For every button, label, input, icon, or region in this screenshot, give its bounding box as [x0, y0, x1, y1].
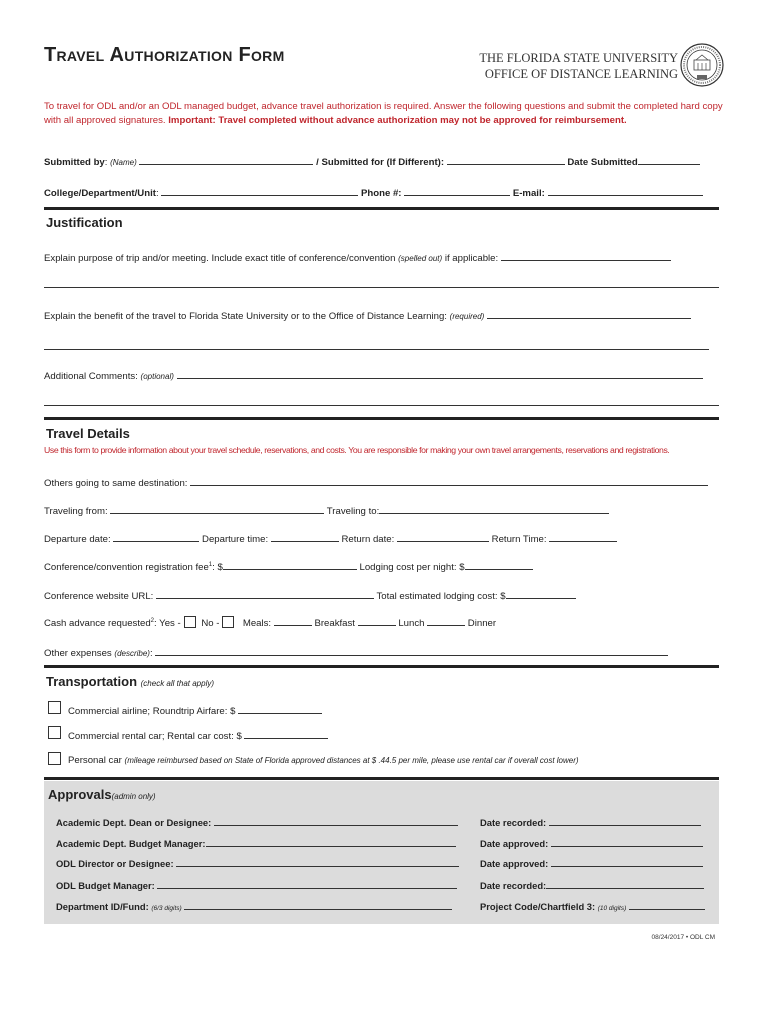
registration-fee-suffix: : $ [212, 562, 223, 573]
date-approved-row-1 [480, 837, 703, 849]
page-title: Travel Authorization Form [44, 44, 285, 66]
approvals-heading [48, 787, 156, 802]
date-recorded-field-2[interactable] [546, 879, 704, 889]
travel-details-subtitle: Use this form to provide information about your travel schedule, reservations, and costs. You are responsible for making your own travel arrangements, reservations and registrations. [44, 445, 670, 455]
date-submitted-field[interactable] [638, 155, 700, 165]
transportation-title: Transportation [46, 674, 138, 689]
dept-id-hint: (6/3 digits) [151, 905, 182, 912]
registration-fee-field[interactable] [223, 560, 357, 570]
personal-car-checkbox[interactable] [48, 752, 61, 765]
rental-car-row [68, 729, 328, 742]
others-label: Others going to same destination: [44, 478, 188, 489]
purpose-row [44, 251, 671, 264]
fsu-seal-icon [680, 43, 724, 87]
benefit-row [44, 309, 691, 322]
departure-date-field[interactable] [113, 532, 199, 542]
airline-row [68, 704, 322, 717]
travel-details-heading: Travel Details [46, 426, 130, 441]
project-code-row [480, 900, 705, 912]
others-field[interactable] [190, 476, 708, 486]
comments-label: Additional Comments: [44, 371, 138, 382]
submitted-for-label: / Submitted for (If Different): [316, 157, 445, 168]
college-label: College/Department/Unit [44, 188, 156, 199]
airfare-field[interactable] [238, 704, 322, 714]
submitted-by-row: Submitted by: (Name) / Submitted for (If Different): Date Submitted [44, 155, 700, 168]
return-date-label: Return date: [341, 534, 395, 545]
approvals-hint: (admin only) [111, 792, 156, 801]
website-label: Conference website URL: [44, 591, 154, 602]
section-divider [44, 417, 719, 420]
section-divider [44, 665, 719, 668]
odl-budget-label: ODL Budget Manager: [56, 880, 155, 891]
benefit-label: Explain the benefit of the travel to Florida State University or to the Office of Distance Learning: [44, 311, 447, 322]
fees-row [44, 560, 533, 573]
comments-row [44, 369, 703, 382]
dean-row [56, 816, 458, 828]
airline-checkbox[interactable] [48, 701, 61, 714]
transportation-heading [46, 674, 214, 689]
date-recorded-row-2 [480, 879, 704, 891]
budget-manager-field[interactable] [206, 837, 456, 847]
dean-label: Academic Dept. Dean or Designee: [56, 817, 212, 828]
registration-fee-label: Conference/convention registration fee [44, 562, 209, 573]
departure-time-label: Departure time: [202, 534, 269, 545]
other-label: Other expenses [44, 648, 112, 659]
breakfast-field[interactable] [274, 616, 312, 626]
submitted-for-field[interactable] [447, 155, 565, 165]
cash-advance-row [44, 616, 496, 629]
from-label: Traveling from: [44, 506, 108, 517]
departure-time-field[interactable] [271, 532, 339, 542]
registration-fee-footnote: 1 [208, 561, 213, 568]
section-divider [44, 207, 719, 210]
submitted-by-field[interactable] [139, 155, 313, 165]
date-recorded-row-1 [480, 816, 701, 828]
departure-date-label: Departure date: [44, 534, 111, 545]
dept-id-row [56, 900, 452, 912]
date-recorded-label: Date recorded: [480, 880, 547, 891]
website-field[interactable] [156, 589, 374, 599]
odl-budget-row [56, 879, 457, 891]
purpose-hint: (spelled out) [398, 254, 443, 263]
dept-id-label: Department ID/Fund: [56, 901, 149, 912]
rental-cost-field[interactable] [244, 729, 328, 739]
project-code-hint: (10 digits) [597, 905, 627, 912]
benefit-field-line[interactable] [44, 349, 709, 350]
dinner-field[interactable] [427, 616, 465, 626]
odl-director-field[interactable] [176, 857, 459, 867]
office-name: OFFICE OF DISTANCE LEARNING [484, 67, 678, 81]
date-recorded-label: Date recorded: [480, 817, 547, 828]
lunch-label: Lunch [398, 618, 425, 629]
personal-hint: (mileage reimbursed based on State of Florida approved distances at $ .44.5 per mile, please use rental car if overall cost lower) [124, 756, 579, 765]
return-time-label: Return Time: [491, 534, 547, 545]
submitted-by-label: Submitted by [44, 157, 105, 168]
date-approved-field-2[interactable] [551, 857, 703, 867]
transportation-hint: (check all that apply) [140, 679, 215, 688]
lunch-field[interactable] [358, 616, 396, 626]
meals-label: Meals: [242, 618, 272, 629]
date-submitted-label: Date Submitted [567, 157, 638, 168]
dean-field[interactable] [214, 816, 458, 826]
total-lodging-field[interactable] [506, 589, 576, 599]
email-label: E-mail: [512, 188, 545, 199]
yes-checkbox[interactable] [184, 616, 196, 628]
benefit-field[interactable] [487, 309, 691, 319]
intro-paragraph [44, 100, 734, 128]
intro-important: Important: Travel completed without advance authorization may not be approved for reimbursement. [168, 115, 627, 126]
purpose-label: Explain purpose of trip and/or meeting. Include exact title of conference/convention [44, 253, 396, 264]
other-hint: (describe) [114, 649, 150, 658]
approvals-panel [44, 781, 719, 924]
footer-revision: 08/24/2017 • ODL CM [651, 934, 715, 941]
website-row [44, 589, 576, 602]
college-row: College/Department/Unit: Phone #: E-mail: [44, 186, 703, 199]
odl-director-row [56, 857, 459, 869]
comments-hint: (optional) [140, 372, 174, 381]
other-suffix: : [149, 648, 153, 659]
comments-field-line[interactable] [44, 405, 719, 406]
rental-car-checkbox[interactable] [48, 726, 61, 739]
date-recorded-field-1[interactable] [549, 816, 701, 826]
college-field[interactable] [161, 186, 358, 196]
dept-id-field[interactable] [184, 900, 452, 910]
personal-label: Personal car [68, 755, 122, 766]
intro-text: To travel for ODL and/or an ODL managed budget, advance travel authorization is required. Answer the following questions and submit the completed hard copy with all approved signatures. [44, 101, 723, 126]
rental-label: Commercial rental car; Rental car cost: $ [68, 731, 242, 742]
cash-advance-label: Cash advance requested [44, 618, 151, 629]
odl-budget-field[interactable] [157, 879, 457, 889]
date-approved-row-2 [480, 857, 703, 869]
date-approved-label: Date approved: [480, 838, 549, 849]
submitted-by-hint: (Name) [110, 158, 137, 167]
dinner-label: Dinner [467, 618, 497, 629]
section-divider [44, 777, 719, 780]
purpose-field-line[interactable] [44, 287, 719, 288]
purpose-field[interactable] [501, 251, 671, 261]
project-code-label: Project Code/Chartfield 3: [480, 901, 596, 912]
university-name: THE FLORIDA STATE UNIVERSITY [479, 51, 678, 65]
return-date-field[interactable] [397, 532, 489, 542]
date-approved-label: Date approved: [480, 858, 549, 869]
approvals-title: Approvals [48, 787, 112, 802]
university-name-block [479, 50, 678, 82]
return-time-field[interactable] [549, 532, 617, 542]
phone-label: Phone #: [360, 188, 402, 199]
odl-director-label: ODL Director or Designee: [56, 858, 174, 869]
to-label: Traveling to: [326, 506, 380, 517]
lodging-label: Lodging cost per night: $ [359, 562, 465, 573]
to-field[interactable] [379, 504, 609, 514]
phone-field[interactable] [404, 186, 510, 196]
other-expenses-row [44, 646, 668, 659]
yes-label: : Yes - [154, 618, 181, 629]
purpose-suffix: if applicable: [444, 253, 499, 264]
date-approved-field-1[interactable] [551, 837, 703, 847]
breakfast-label: Breakfast [314, 618, 355, 629]
traveling-row [44, 504, 609, 517]
dates-row [44, 532, 617, 545]
budget-manager-row [56, 837, 456, 849]
others-row [44, 476, 708, 489]
comments-field[interactable] [177, 369, 703, 379]
lodging-field[interactable] [465, 560, 533, 570]
benefit-hint: (required) [449, 312, 485, 321]
no-checkbox[interactable] [222, 616, 234, 628]
budget-manager-label: Academic Dept. Budget Manager: [56, 838, 206, 849]
email-field[interactable] [548, 186, 703, 196]
no-label: No - [201, 618, 220, 629]
project-code-field[interactable] [629, 900, 705, 910]
airline-label: Commercial airline; Roundtrip Airfare: $ [68, 706, 236, 717]
from-field[interactable] [110, 504, 324, 514]
total-lodging-label: Total estimated lodging cost: $ [376, 591, 506, 602]
justification-heading: Justification [46, 215, 123, 230]
personal-car-row [68, 755, 579, 766]
cash-advance-footnote: 2 [150, 617, 155, 624]
other-expenses-field[interactable] [155, 646, 668, 656]
